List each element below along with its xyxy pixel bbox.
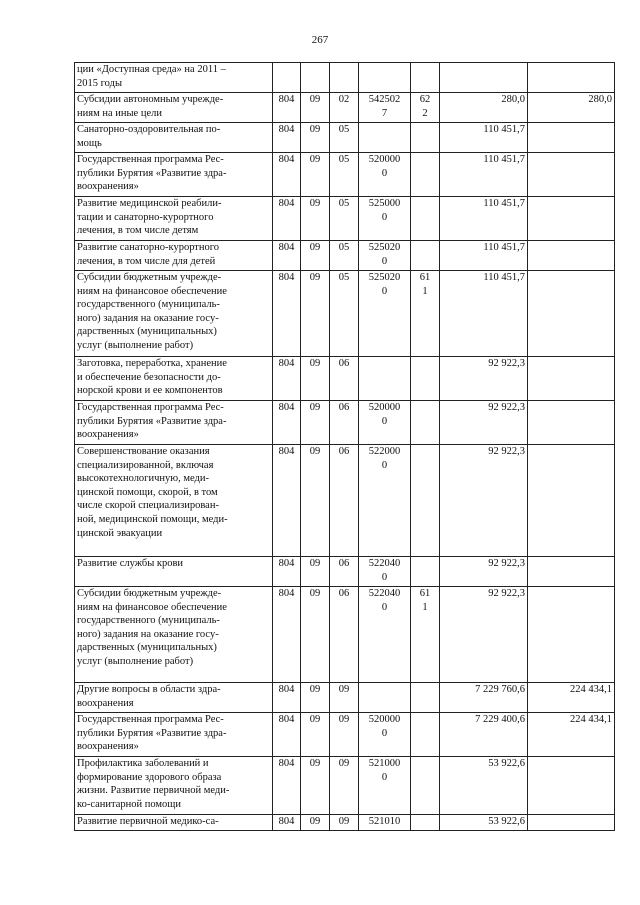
cell-vr [411, 357, 440, 401]
cell-line: 0 [381, 211, 388, 223]
cell-line: воохранения [77, 697, 134, 709]
cell-csr [359, 241, 411, 271]
cell-sum: 92 922,3 [440, 445, 528, 557]
budget-table [74, 62, 615, 831]
cell-name [75, 713, 273, 757]
cell-ved: 804 [273, 445, 301, 557]
cell-line: 0 [381, 601, 388, 613]
table-row [75, 815, 615, 831]
cell-line: Государственная программа Рес- [77, 714, 224, 725]
cell-csr [359, 153, 411, 197]
cell-line: воохранения» [77, 741, 139, 753]
cell-name [75, 123, 273, 153]
cell-sum: 110 451,7 [440, 197, 528, 241]
cell-vr [411, 123, 440, 153]
cell-vr [411, 757, 440, 815]
cell-line: услуг (выполнение работ) [77, 655, 194, 667]
cell-ved: 804 [273, 683, 301, 713]
cell-line: и обеспечение безопасности до- [77, 371, 221, 383]
cell-line: ной, медицинской помощи, меди- [77, 513, 228, 525]
cell-line: Субсидии бюджетным учрежде- [77, 588, 222, 599]
cell-csr [359, 557, 411, 587]
cell-line: норской крови и ее компонентов [77, 385, 223, 397]
cell-rz: 09 [301, 401, 330, 445]
cell-sum-2 [528, 241, 615, 271]
cell-csr [359, 357, 411, 401]
cell-sum-2 [528, 63, 615, 93]
cell-vr [411, 557, 440, 587]
cell-ved: 804 [273, 241, 301, 271]
cell-vr [411, 197, 440, 241]
cell-csr [359, 63, 411, 93]
cell-rz [301, 63, 330, 93]
cell-ved: 804 [273, 757, 301, 815]
cell-line: 520000 [368, 714, 401, 725]
cell-sum-2 [528, 557, 615, 587]
cell-line: 542502 [368, 94, 401, 105]
cell-line: ного) задания на оказание госу- [77, 312, 219, 324]
cell-sum [440, 63, 528, 93]
table-row [75, 123, 615, 153]
cell-line: 520000 [368, 154, 401, 165]
cell-line: 522040 [368, 588, 401, 599]
cell-pr: 05 [330, 123, 359, 153]
cell-line: государственного (муниципаль- [77, 299, 220, 311]
cell-sum-2 [528, 401, 615, 445]
cell-sum: 92 922,3 [440, 587, 528, 683]
cell-vr [411, 713, 440, 757]
table-row [75, 757, 615, 815]
cell-pr: 09 [330, 713, 359, 757]
cell-sum-2 [528, 357, 615, 401]
cell-rz: 09 [301, 153, 330, 197]
cell-line: 0 [381, 255, 388, 267]
cell-ved: 804 [273, 93, 301, 123]
cell-rz: 09 [301, 241, 330, 271]
cell-line: 61 [419, 588, 431, 599]
cell-pr: 06 [330, 401, 359, 445]
cell-line: Развитие санаторно-курортного [77, 242, 220, 253]
cell-name [75, 557, 273, 587]
cell-csr [359, 271, 411, 357]
cell-pr: 05 [330, 197, 359, 241]
cell-pr: 06 [330, 587, 359, 683]
cell-vr [411, 683, 440, 713]
cell-vr [411, 153, 440, 197]
cell-sum: 53 922,6 [440, 815, 528, 831]
cell-name [75, 401, 273, 445]
page-number: 267 [311, 34, 329, 46]
cell-line: государственного (муниципаль- [77, 615, 220, 627]
cell-line: дарственных (муниципальных) [77, 642, 217, 654]
cell-csr [359, 815, 411, 831]
cell-ved: 804 [273, 713, 301, 757]
cell-line: 1 [422, 285, 428, 297]
cell-line: публики Бурятия «Развитие здра- [77, 167, 227, 179]
cell-line: ниям на финансовое обеспечение [77, 601, 227, 613]
cell-name [75, 815, 273, 831]
cell-line: Развитие медицинской реабили- [77, 198, 222, 209]
cell-line: Профилактика заболеваний и [77, 758, 209, 769]
cell-rz: 09 [301, 557, 330, 587]
cell-pr: 09 [330, 815, 359, 831]
cell-sum: 110 451,7 [440, 153, 528, 197]
cell-name [75, 357, 273, 401]
cell-line: числе скорой специализирован- [77, 500, 219, 512]
cell-line: ного) задания на оказание госу- [77, 628, 219, 640]
cell-csr [359, 713, 411, 757]
cell-pr: 05 [330, 241, 359, 271]
cell-sum: 92 922,3 [440, 357, 528, 401]
cell-sum-2 [528, 271, 615, 357]
cell-line: публики Бурятия «Развитие здра- [77, 415, 227, 427]
cell-name [75, 271, 273, 357]
cell-ved: 804 [273, 271, 301, 357]
cell-vr [411, 587, 440, 683]
table-row [75, 63, 615, 93]
cell-sum: 7 229 760,6 [440, 683, 528, 713]
cell-sum: 92 922,3 [440, 401, 528, 445]
cell-sum-2: 224 434,1 [528, 713, 615, 757]
cell-vr [411, 63, 440, 93]
table-row [75, 587, 615, 683]
cell-line: 520000 [368, 402, 401, 413]
cell-sum: 92 922,3 [440, 557, 528, 587]
cell-line: формирование здорового образа [77, 771, 222, 783]
cell-line: Совершенствование оказания [77, 446, 210, 457]
cell-line: 522000 [368, 446, 401, 457]
cell-pr: 06 [330, 445, 359, 557]
cell-line: Развитие службы крови [77, 558, 184, 569]
cell-sum-2 [528, 815, 615, 831]
cell-rz: 09 [301, 757, 330, 815]
cell-line: ко-санитарной помощи [77, 798, 182, 810]
cell-rz: 09 [301, 713, 330, 757]
cell-sum: 7 229 400,6 [440, 713, 528, 757]
cell-name [75, 445, 273, 557]
cell-line: 0 [381, 571, 388, 583]
cell-line: 525020 [368, 272, 401, 283]
cell-sum: 110 451,7 [440, 241, 528, 271]
cell-rz: 09 [301, 123, 330, 153]
cell-vr [411, 445, 440, 557]
table-row [75, 271, 615, 357]
cell-line: Государственная программа Рес- [77, 154, 224, 165]
cell-vr [411, 241, 440, 271]
cell-sum: 53 922,6 [440, 757, 528, 815]
cell-line: 2 [422, 107, 428, 119]
cell-pr: 05 [330, 271, 359, 357]
cell-line: Другие вопросы в области здра- [77, 684, 221, 695]
cell-ved [273, 63, 301, 93]
cell-vr [411, 401, 440, 445]
table-row [75, 197, 615, 241]
cell-rz: 09 [301, 683, 330, 713]
cell-sum: 280,0 [440, 93, 528, 123]
cell-name [75, 241, 273, 271]
table-row [75, 357, 615, 401]
cell-line: услуг (выполнение работ) [77, 339, 194, 351]
cell-line: Государственная программа Рес- [77, 402, 224, 413]
cell-line: 61 [419, 272, 431, 283]
cell-vr [411, 271, 440, 357]
cell-line: ниям на иные цели [77, 107, 162, 119]
cell-line: 2015 годы [77, 77, 123, 89]
cell-csr [359, 587, 411, 683]
cell-line: лечения, в том числе для детей [77, 255, 216, 267]
cell-rz: 09 [301, 197, 330, 241]
cell-rz: 09 [301, 445, 330, 557]
cell-ved: 804 [273, 357, 301, 401]
cell-sum-2 [528, 153, 615, 197]
cell-line: цинской эвакуации [77, 527, 163, 539]
cell-rz: 09 [301, 587, 330, 683]
cell-ved: 804 [273, 401, 301, 445]
cell-line: 0 [381, 459, 388, 471]
cell-ved: 804 [273, 123, 301, 153]
cell-pr: 06 [330, 557, 359, 587]
cell-line: Субсидии бюджетным учрежде- [77, 272, 222, 283]
cell-line: 0 [381, 727, 388, 739]
cell-name [75, 587, 273, 683]
cell-line: 525020 [368, 242, 401, 253]
cell-line: воохранения» [77, 181, 139, 193]
cell-ved: 804 [273, 197, 301, 241]
cell-line: жизни. Развитие первичной меди- [77, 785, 230, 797]
cell-csr [359, 123, 411, 153]
table-row [75, 401, 615, 445]
cell-line: 525000 [368, 198, 401, 209]
cell-csr [359, 683, 411, 713]
cell-line: Санаторно-оздоровительная по- [77, 124, 221, 135]
cell-line: 0 [381, 415, 388, 427]
cell-name [75, 93, 273, 123]
table-row [75, 445, 615, 557]
cell-line: публики Бурятия «Развитие здра- [77, 727, 227, 739]
cell-line: высокотехнологичную, меди- [77, 473, 209, 485]
cell-line: воохранения» [77, 429, 139, 441]
cell-line: Развитие первичной медико-са- [77, 816, 219, 827]
cell-line: ниям на финансовое обеспечение [77, 285, 227, 297]
cell-csr [359, 445, 411, 557]
cell-line: Субсидии автономным учрежде- [77, 94, 224, 105]
cell-line: мощь [77, 137, 102, 149]
cell-vr [411, 93, 440, 123]
cell-pr: 09 [330, 757, 359, 815]
cell-sum: 110 451,7 [440, 271, 528, 357]
table-row [75, 93, 615, 123]
table-row [75, 153, 615, 197]
cell-name [75, 153, 273, 197]
cell-line: лечения, в том числе детям [77, 225, 199, 237]
cell-rz: 09 [301, 357, 330, 401]
cell-name [75, 757, 273, 815]
cell-sum-2: 224 434,1 [528, 683, 615, 713]
cell-rz: 09 [301, 93, 330, 123]
cell-line: 521010 [368, 816, 401, 827]
cell-ved: 804 [273, 153, 301, 197]
cell-sum-2 [528, 123, 615, 153]
cell-sum-2 [528, 445, 615, 557]
cell-sum-2: 280,0 [528, 93, 615, 123]
cell-line: специализированной, включая [77, 459, 214, 471]
cell-pr: 09 [330, 683, 359, 713]
cell-name [75, 683, 273, 713]
cell-vr [411, 815, 440, 831]
cell-sum-2 [528, 587, 615, 683]
cell-line: 62 [419, 94, 431, 105]
cell-line: 7 [381, 107, 388, 119]
table-row [75, 713, 615, 757]
table-row [75, 557, 615, 587]
cell-line: 0 [381, 285, 388, 297]
cell-csr [359, 197, 411, 241]
cell-line: дарственных (муниципальных) [77, 326, 217, 338]
cell-pr: 06 [330, 357, 359, 401]
cell-line: Заготовка, переработка, хранение [77, 358, 227, 369]
cell-csr [359, 757, 411, 815]
cell-ved: 804 [273, 815, 301, 831]
cell-pr [330, 63, 359, 93]
cell-csr [359, 401, 411, 445]
cell-name [75, 197, 273, 241]
cell-rz: 09 [301, 815, 330, 831]
table-row [75, 241, 615, 271]
cell-pr: 05 [330, 153, 359, 197]
cell-sum: 110 451,7 [440, 123, 528, 153]
cell-line: 521000 [368, 758, 401, 769]
cell-line: ции «Доступная среда» на 2011 – [77, 64, 226, 75]
cell-ved: 804 [273, 557, 301, 587]
cell-line: 0 [381, 167, 388, 179]
cell-name [75, 63, 273, 93]
cell-line: 522040 [368, 558, 401, 569]
cell-csr [359, 93, 411, 123]
cell-line: цинской помощи, скорой, в том [77, 486, 218, 498]
cell-line: тации и санаторно-курортного [77, 211, 214, 223]
cell-pr: 02 [330, 93, 359, 123]
cell-rz: 09 [301, 271, 330, 357]
cell-sum-2 [528, 757, 615, 815]
table-row [75, 683, 615, 713]
cell-line: 0 [381, 771, 388, 783]
cell-sum-2 [528, 197, 615, 241]
cell-line: 1 [422, 601, 428, 613]
cell-ved: 804 [273, 587, 301, 683]
